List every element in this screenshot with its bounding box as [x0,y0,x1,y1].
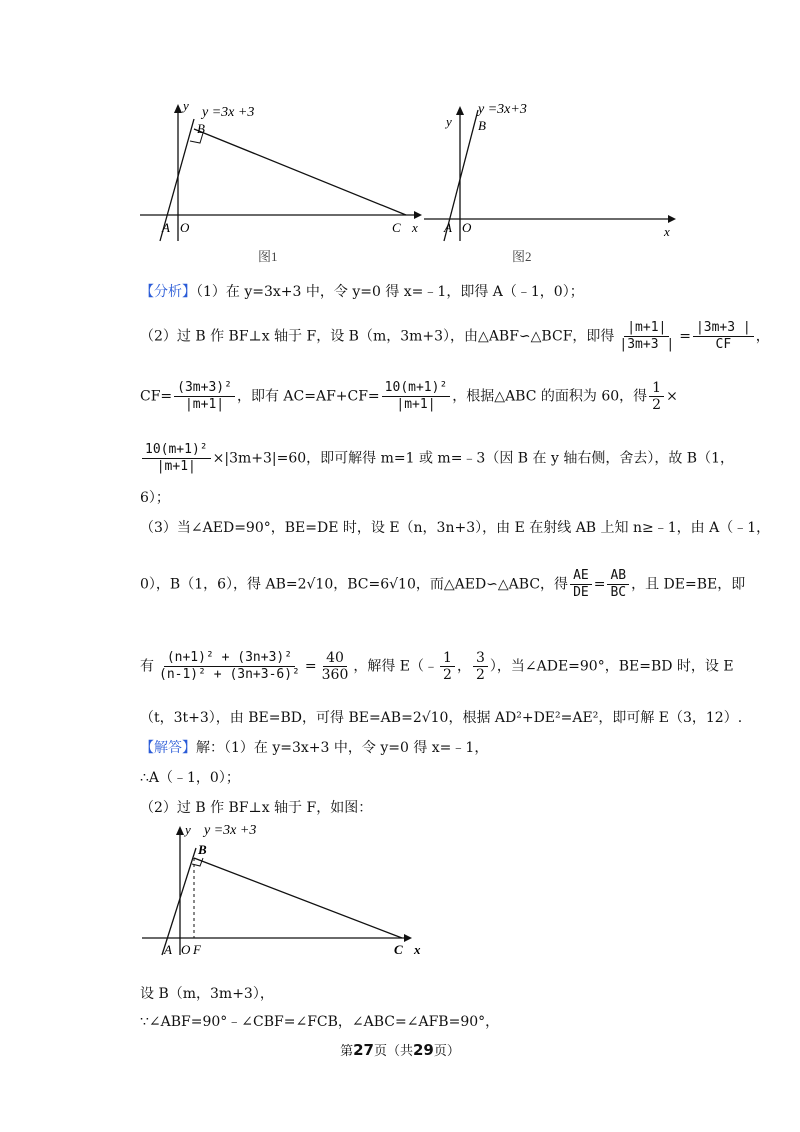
figure-3 [140,820,440,960]
fig1-y-label: y [183,98,189,113]
answer-p4: 设 B（m，3m+3）， [140,986,274,1002]
fig2-caption: 图2 [512,249,532,264]
page-number: 27 [353,1041,374,1059]
analysis-p5: 6）； [140,490,170,506]
fig3-x-label: x [414,942,421,957]
fraction: $\frac{1}{2}$ [440,650,455,683]
fraction: $\frac{AB}{BC}$ [607,568,629,601]
fig2-y-arrow [456,106,464,115]
fig1-eq: y =3x +3 [202,105,255,120]
figure-2 [422,96,692,276]
page-footer: 第27页（共29页） [340,1041,460,1059]
fraction: $\frac{|m+1|}{|3m+3 |}$ [619,320,675,352]
fig2-eq: y =3x+3 [478,102,527,117]
fraction: $\frac{AE}{DE}$ [570,568,592,601]
analysis-p2: （2）过 B 作 BF⊥x 轴于 F，设 B（m，3m+3），由△ABF∽△BCF，即得 $\frac{|m+1|}{|3m+3 |}$ = $\frac{|3m+3 |}{CF}$ ， [140,320,770,352]
fig3-label-f: F [193,942,201,957]
fig3-segment-bc [194,858,402,938]
fig2-label-b: B [478,118,486,133]
fig3-x-arrow [404,934,412,942]
fig1-caption: 图1 [258,249,278,264]
fig1-label-c: C [392,220,401,235]
answer-p2: ∴A（﹣1，0）； [140,770,240,786]
fraction: $\frac{3}{2}$ [473,650,488,683]
fig2-label-a: A [444,220,452,235]
fig1-x-label: x [412,220,418,235]
fig2-y-label: y [446,114,452,129]
fig3-label-a: A [164,942,172,957]
fig2-x-arrow [668,215,676,223]
fig1-x-arrow [414,211,422,219]
fraction: $\frac{\text{10(m+1)²}}{|m+1|}$ [142,442,211,475]
fraction: $\frac{\text{10(m+1)²}}{|m+1|}$ [382,380,451,413]
analysis-p7: 0），B（1，6），得 AB=2√10，BC=6√10，而△AED∽△ABC，得 $\frac{AE}{DE}$ = $\frac{AB}{BC}$ ，且 DE=BE，即 [140,568,746,600]
analysis-p9: （t，3t+3），由 BE=BD，可得 BE=AB=2√10，根据 AD²+DE²=AE²，即可解 E（3，12）. [140,710,743,726]
fig1-label-b: B [197,121,205,136]
fraction: $\frac{|3m+3 |}{CF}$ [693,320,754,353]
fig1-label-a: A [162,220,170,235]
answer-p3: （2）过 B 作 BF⊥x 轴于 F，如图： [140,800,373,816]
fig2-x-label: x [664,224,670,239]
fig1-segment-bc [194,129,406,215]
analysis-p3: CF= $\frac{\text{(3m+3)²}}{|m+1|}$ ，即有 AC=AF+CF= $\frac{\text{10(m+1)²}}{|m+1|}$ ，根据△ABC 的面积为 60，得 $\frac{1}{2}$ × [140,380,678,413]
fig3-y-label: y [185,822,191,837]
answer-tag: 【解答】 [140,740,196,756]
fig3-y-arrow [176,826,184,835]
analysis-p8: 有 $\frac{\text{(n+1)² + (3n+3)²}}{\text{(n-1)² + (3n+3-6)²}}$ = $\frac{40}{360}$ ，解得 E（﹣ $\frac{1}{2}$ ， $\frac{3}{2}$ ），当∠ADE=90°，BE=BD 时，设 E [140,650,734,683]
analysis-p6: （3）当∠AED=90°，BE=DE 时，设 E（n，3n+3），由 E 在射线 AB 上知 n≥﹣1，由 A（﹣1， [140,520,771,536]
answer-p5: ∵∠ABF=90°﹣∠CBF=∠FCB，∠ABC=∠AFB=90°， [140,1014,500,1030]
fig3-label-o: O [181,942,191,957]
answer-p1: 【解答】解：（1）在 y=3x+3 中，令 y=0 得 x=﹣1， [140,740,489,756]
fig3-line-ab [162,848,196,955]
figure-1 [138,96,428,276]
fig2-label-o: O [462,220,472,235]
analysis-p1: 【分析】（1）在 y=3x+3 中，令 y=0 得 x=﹣1，即得 A（﹣1，0）； [140,284,584,300]
analysis-tag: 【分析】 [140,284,196,300]
analysis-p4: $\frac{\text{10(m+1)²}}{|m+1|}$ ×|3m+3|=60，即可解得 m=1 或 m=﹣3（因 B 在 y 轴右侧，舍去），故 B（1， [140,442,734,475]
fraction: $\frac{\text{(3m+3)²}}{|m+1|}$ [174,380,235,413]
fig1-y-arrow [174,104,182,113]
fig3-label-c: C [394,942,403,957]
page-total: 29 [413,1041,434,1059]
fraction: $\frac{40}{360}$ [321,650,349,683]
fig3-eq: y =3x +3 [204,823,257,838]
fraction: $\frac{1}{2}$ [649,380,664,413]
fraction: $\frac{\text{(n+1)² + (3n+3)²}}{\text{(n-1)² + (3n+3-6)²}}$ [159,650,300,682]
fig1-label-o: O [180,220,190,235]
fig3-label-b: B [198,842,207,857]
